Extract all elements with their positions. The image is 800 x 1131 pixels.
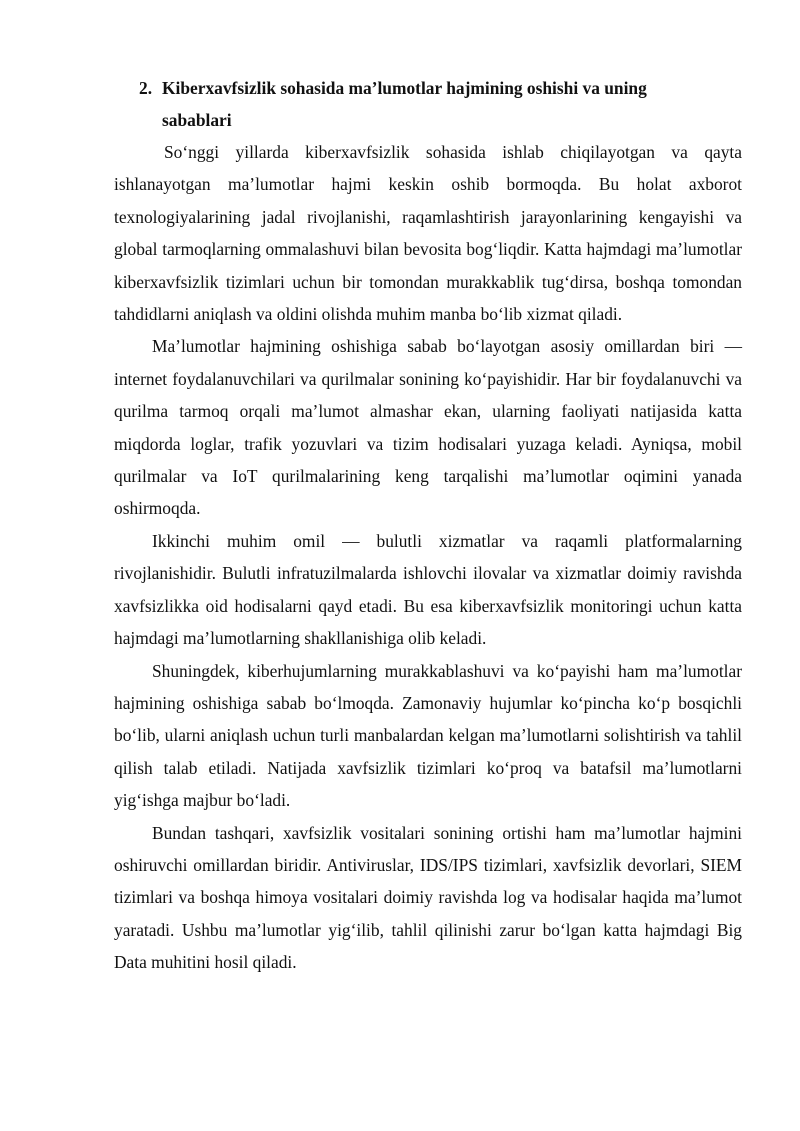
section-title: Kiberxavfsizlik sohasida ma’lumotlar hajmining oshishi va uning sabablari bbox=[162, 78, 647, 130]
section-number: 2. bbox=[139, 78, 153, 98]
paragraph-4: Shuningdek, kiberhujumlarning murakkablashuvi va ko‘payishi ham ma’lumotlar hajmining oshishiga sabab bo‘lmoqda. Zamonaviy hujumlar ko‘pincha ko‘p bosqichli bo‘lib, ularni aniqlash uchun turli manbalardan kelgan ma’lumotlarni solishtirish va tahlil qilish talab etiladi. Natijada xavfsizlik tizimlari ko‘proq va batafsil ma’lumotlarni yig‘ishga majbur bo‘ladi. bbox=[114, 660, 742, 811]
paragraph-2: Ma’lumotlar hajmining oshishiga sabab bo‘layotgan asosiy omillardan biri — internet foydalanuvchilari va qurilmalar sonining ko‘payishidir. Har bir foydalanuvchi va qurilma tarmoq orqali ma’lumot almashar ekan, ularning faoliyati natijasida katta miqdorda loglar, trafik yozuvlari va tizim hodisalari yuzaga keladi. Ayniqsa, mobil qurilmalar va IoT qurilmalarining keng tarqalishi ma’lumotlar oqimini yanada oshirmoqda. bbox=[114, 336, 742, 519]
paragraph-3: Ikkinchi muhim omil — bulutli xizmatlar va raqamli platformalarning rivojlanishidir. Bulutli infratuzilmalarda ishlovchi ilovalar va xizmatlar doimiy ravishda xavfsizlikka oid hodisalarni qayd etadi. Bu esa kiberxavfsizlik monitoringi uchun katta hajmdagi ma’lumotlarning shakllanishiga olib keladi. bbox=[114, 530, 742, 649]
body-text bbox=[114, 136, 742, 979]
paragraph-1: So‘nggi yillarda kiberxavfsizlik sohasida ishlab chiqilayotgan va qayta ishlanayotgan ma’lumotlar hajmi keskin oshib bormoqda. Bu holat axborot texnologiyalarining jadal rivojlanishi, raqamlashtirish jarayonlarining kengayishi va global tarmoqlarning ommalashuvi bilan bevosita bog‘liqdir. Katta hajmdagi ma’lumotlar kiberxavfsizlik tizimlari uchun bir tomondan murakkablik tug‘dirsa, boshqa tomondan tahdidlarni aniqlash va oldini olishda muhim manba bo‘lib xizmat qiladi. bbox=[114, 142, 742, 325]
paragraph-5: Bundan tashqari, xavfsizlik vositalari sonining ortishi ham ma’lumotlar hajmini oshiruvchi omillardan biridir. Antiviruslar, IDS/IPS tizimlari, xavfsizlik devorlari, SIEM tizimlari va boshqa himoya vositalari doimiy ravishda log va hodisalar haqida ma’lumot yaratadi. Ushbu ma’lumotlar yig‘ilib, tahlil qilinishi zarur bo‘lgan katta hajmdagi Big Data muhitini hosil qiladi. bbox=[114, 822, 742, 973]
section-heading bbox=[139, 72, 742, 136]
